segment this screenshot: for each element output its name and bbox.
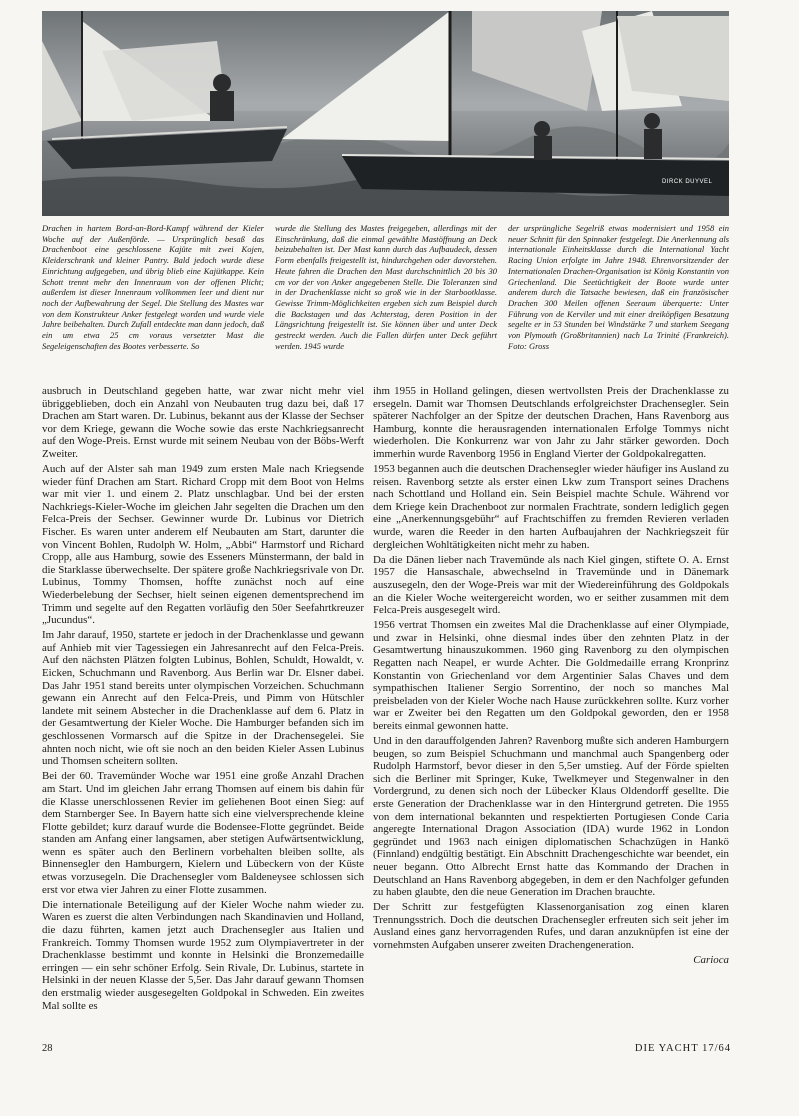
paragraph: 1953 begannen auch die deutschen Drachensegler wieder häufiger ins Ausland zu reisen. Ravenborg setzte als erster einen Lkw zum Transport seines Drachens nach Schottland und Holland ein. Sein Beispiel machte Schule. Während vor dem Kriege kein Drachenboot zur normalen Frachtrate, sondern lediglich gegen eine „Anerkennungsgebühr“ auf Frachtschiffen zu fremden Revieren verladen wurde, waren die Reeder in den harten Aufbaujahren der Nachkriegszeit für dergleichen Wohltätigkeiten nicht mehr zu haben. (373, 463, 729, 551)
photo-captions (42, 223, 729, 383)
sailing-boats-illustration (42, 11, 729, 216)
caption-column-3: der ursprüngliche Segelriß etwas modernisiert und 1958 ein neuer Schnitt für den Spinnaker festgelegt. Die Anerkennung als internationale Einheitsklasse durch die International Yacht Racing Union erfolgte im Jahre 1948. Ehrenvorsitzender der Internationalen Drachen-Organisation ist König Konstantin von Griechenland. Die Seetüchtigkeit der Boote wurde unter anderem durch die Tatsache bewiesen, daß ein französischer Drachen 300 Meilen offenen Seeraum überquerte: Unter Führung von de Kerviler und mit einer dreiköpfigen Besatzung segelte er in 53 Stunden bei Windstärke 7 und starkem Seegang von Plymouth (Großbritannien) nach La Trinité (Frankreich). Foto: Gross (508, 223, 729, 351)
paragraph: ausbruch in Deutschland gegeben hatte, war zwar nicht mehr viel übriggeblieben, doch ein Anzahl von Neubauten trug dazu bei, daß 17 Drachen am Start waren. Dr. Lubinus, bekannt aus der Klasse der Sechser vor dem Kriege, gewann die Woche sowie das erste Nachkriegsanrecht auf den Woge-Preis. Ernst wurde mit seinem Neubau von der Böbs-Werft Zweiter. (42, 385, 364, 460)
paragraph: Bei der 60. Travemünder Woche war 1951 eine große Anzahl Drachen am Start. Und im gleichen Jahr errang Thomsen auf einem bis dahin für die Klasse unerschlossenen Revier im geliehenen Boot einen Sieg: auf dem Starnberger See. In Bayern hatte sich eine vielversprechende kleine Flotte gebildet; kurz darauf wurde die Bodensee-Flotte gegründet. Beide standen am Anfang einer langsamen, aber stetigen Aufwärtsentwicklung, wenn es später auch den Berlinern vorbehalten bleiben sollte, als Binnensegler den Hamburgern, Kielern und Lübeckern von der Küste etwas vorzusegeln. Die Drachensegler vom Baldeneysee schlossen sich erst vor etwa vier Jahren zu einer Flotte zusammen. (42, 770, 364, 896)
article-right-column (373, 385, 729, 967)
caption-column-1: Drachen in hartem Bord-an-Bord-Kampf während der Kieler Woche auf der Außenförde. — Ursprünglich besaß das Drachenboot eine geschlossene Kajüte mit zwei Kojen, Kleiderschrank und kleiner Pantry. Bald jedoch wurde diese Einrichtung aufgegeben, und übrig blieb eine Kajütkappe. Kein Schott trennt mehr den Innenraum von der offenen Plicht; außerdem ist dieser Innenraum vollkommen leer und dient nur noch der Aufbewahrung der Segel. Die Stellung des Mastes war von dem Konstrukteur Anker festgelegt worden und wurde viele Jahre beibehalten. Durch Zufall entdeckte man dann jedoch, daß ein um etwa 25 cm voraus versetzter Mast die Segeleigenschaften des Bootes verbesserte. So (42, 223, 264, 351)
paragraph: Und in den darauffolgenden Jahren? Ravenborg mußte sich anderen Hamburgern beugen, so zum Beispiel Schuchmann und manchmal auch Spangenberg oder Rudolph Harmstorf, bevor dieser in den 5,5er umstieg. Auf der Förde spielten sich die Berliner mit Springer, Kuke, Twelkmeyer und Stegenwalner in den Vordergrund, zu denen sich noch der Lübecker Klaus Oldendorff gesellte. Die erste Generation der Drachenklasse war in den Hintergrund getreten. Die 1955 von dem international bekannten und respektierten Portugiesen Conde Caria angeregte International Dragon Association (IDA) wurde 1962 in London gegründet und 1963 nach einigen diplomatischen Schachzügen in Hankö (Finnland) endgültig bestätigt. Ein Abschnitt Drachengeschichte war beendet, ein neuer begann. Otto Albrecht Ernst hatte das Kommando der Drachen in Deutschland an Hans Ravenborg abgegeben, in dem er den Nachfolger gefunden zu haben glaubte, den die neue Generation im Drachen brauchte. (373, 735, 729, 899)
paragraph: 1956 vertrat Thomsen ein zweites Mal die Drachenklasse auf einer Olympiade, und zwar in Helsinki, ohne diesmal indes über den zehnten Platz in der Gesamtwertung hinauszukommen. 1960 ging Ravenborg zu den olympischen Regatten nach Neapel, er wurde Achter. Die Goldmedaille errang Kronprinz Konstantin von Griechenland vor dem Argentinier Salas Chaves und dem sympathischen Italiener Sergio Sorrentino, der noch so manches Mal preisbeladen von der Kieler Woche nach Hause zurückkehren sollte. Kurz vorher war er Zweiter bei den Regatten um den Goldpokal geworden, den er 1958 bereits einmal gewonnen hatte. (373, 619, 729, 732)
page-number: 28 (42, 1043, 53, 1054)
paragraph: ihm 1955 in Holland gelingen, diesen wertvollsten Preis der Drachenklasse zu ersegeln. Damit war Thomsen Deutschlands erfolgreichster Drachensegler. Sein späterer Nachfolger an der Spitze der deutschen Drachen, Hans Ravenborg aus Hamburg, konnte die herausragenden internationalen Erfolge Tommys nicht wiederholen. Die Konkurrenz war von Jahr zu Jahr stärker geworden. Doch immerhin wurde Ravenborg 1956 in England Vierter der Goldpokalregatten. (373, 385, 729, 460)
paragraph: Im Jahr darauf, 1950, startete er jedoch in der Drachenklasse und gewann auf Anhieb mit vier Tagessiegen ein Jahresanrecht auf den Felca-Preis. Auf den nächsten Plätzen folgten Lubinus, Bohlen, Schuldt, Howaldt, v. Eicken, Schuchmann und Ravenborg. Aus Berlin war Dr. Elsner dabei. Das Jahr 1951 stand bereits unter olympischen Vorzeichen. Schuchmann gewann ein Anrecht auf den Felca-Preis, und Pimm von Hütschler landete mit seinem Abstecher in die Drachenklasse auf dem 6. Platz in der Gesamtwertung der Kieler Woche. Die Hamburger befanden sich im geschlossenen Vormarsch auf die Spitze in der Drachensegelei. Sie ahnten noch nicht, wie oft sie noch an den beiden Kieler Assen Lubinus und Thomsen scheitern sollten. (42, 629, 364, 768)
paragraph: Die internationale Beteiligung auf der Kieler Woche nahm wieder zu. Waren es zuerst die alten Verbindungen nach Skandinavien und Holland, die dazu führten, kamen jetzt auch Drachensegler aus Italien und Frankreich. Tommy Thomsen wurde 1952 zum Olympiavertreter in der Drachenklasse bestimmt und konnte in Helsinki die Bronzemedaille erringen — ein sehr schöner Erfolg. Sein Rivale, Dr. Lubinus, startete in Helsinki in der neuen Klasse der 5,5er. Das Jahr darauf gewann Thomsen den erstmalig wieder ausgesegelten Goldpokal in Schweden. Ein zweites Mal sollte es (42, 898, 364, 1012)
paragraph: Da die Dänen lieber nach Travemünde als nach Kiel gingen, stiftete O. A. Ernst 1957 die Hansaschale, abwechselnd in Travemünde und in Dänemark auszusegeln, den der Woge-Preis war mit der Wiedereinführung des Goldpokals an die Kieler Woche weitergereicht worden, wo er seither zusammen mit dem Felca-Preis ausgesegelt wird. (373, 553, 729, 617)
paragraph: Auch auf der Alster sah man 1949 zum ersten Male nach Kriegsende wieder fünf Drachen am Start. Richard Cropp mit dem Boot von Helms war mit vier 1. und einem 2. Platz unschlagbar. Und bei der ersten Nachkriegs-Kieler-Woche im gleichen Jahr segelten die Drachen um den Felca-Preis der Sechser. Gewinner wurde Dr. Lubinus vor Dietrich Fischer. Es waren unter anderem elf Neubauten am Start, darunter die von Vincent Bohlen, Rudolph W. Holm, „Abbi“ Harmstorf und Richard Cropp, alle aus Hamburg, sowie des Esseners Münstermann, der bald in die Starklasse überwechselte. Der spätere große Nachkriegsrivale von Dr. Lubinus, Tommy Thomsen, hoffte zunächst noch auf eine Wiederbelebung der Sechser, hielt seinen eigenen dementsprechend im Trimm und segelte auf den Regatten vorläufig den 50er Seefahrtkreuzer „Jucundus“. (42, 463, 364, 627)
photo-credit: DIRCK DUYVEL (662, 179, 713, 185)
article-left-column (42, 385, 364, 1015)
paragraph: Der Schritt zur festgefügten Klassenorganisation zog einen klaren Trennungsstrich. Doch die deutschen Drachensegler erfreuten sich seit jeher im Ausland eines ganz hervorragenden Rufes, und daran anzuknüpfen ist eine der vornehmsten Aufgaben unserer zweiten Drachengeneration. (373, 901, 729, 952)
magazine-issue: DIE YACHT 17/64 (634, 1043, 731, 1054)
regatta-photo (42, 11, 729, 216)
author-signature: Carioca (693, 954, 729, 967)
caption-column-2: wurde die Stellung des Mastes freigegeben, allerdings mit der Einschränkung, daß die einmal gewählte Mastöffnung an Deck beizubehalten ist. Der Mast kann durch das Aufbaudeck, dessen Form ebenfalls freigestellt ist, hindurchgehen oder davorstehen. Heute fahren die Drachen den Mast durchschnittlich 20 bis 30 cm vor der von Anker angegebenen Stelle. Die Toleranzen sind in der Drachenklasse nicht so groß wie in der Starbootklasse. Gewisse Trimm-Möglichkeiten ergeben sich zum Beispiel durch die Backstagen und das Achterstag, deren Position in der Längsrichtung freigestellt ist. Sie können über und unter Deck gestreckt werden. Auch die Fallen dürfen unter Deck geführt werden. 1945 wurde (275, 223, 497, 351)
